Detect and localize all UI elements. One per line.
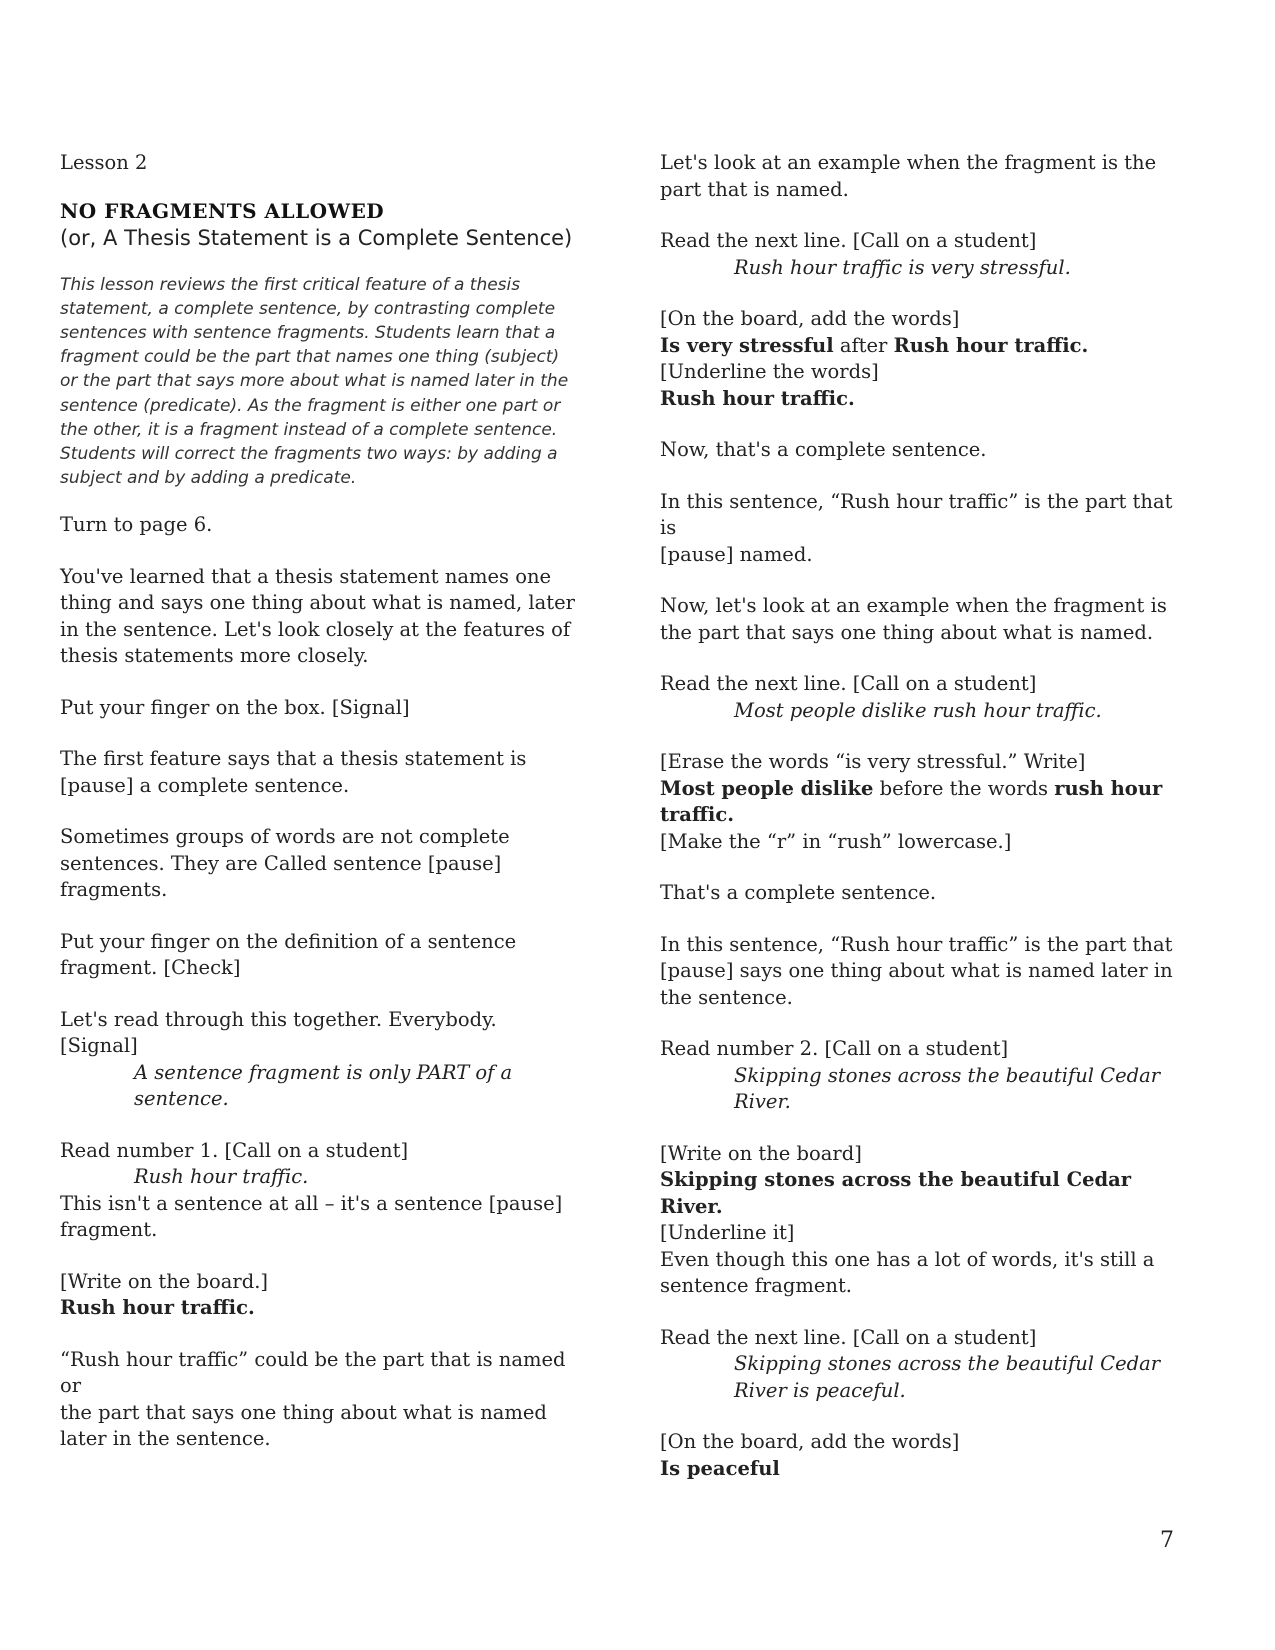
paragraph: Now, let's look at an example when the fragment is the part that says one thing about what is named. [660, 594, 1167, 644]
example-text: Skipping stones across the beautiful Cedar [734, 1352, 1161, 1375]
paragraph: Put your finger on the definition of a sentence fragment. [Check] [60, 929, 517, 980]
paragraph: Read the next line. [Call on a student] Skipping stones across the beautiful Cedar River is peaceful. [660, 1325, 1180, 1405]
left-column [60, 150, 580, 1478]
paragraph: Now, that's a complete sentence. [660, 438, 987, 461]
example-text: Rush hour traffic. [134, 1165, 309, 1189]
example-text: A sentence fragment is only PART of a [134, 1060, 513, 1084]
page-title: NO FRAGMENTS ALLOWED [60, 198, 385, 223]
lesson-summary: This lesson reviews the first critical feature of a thesis statement, a complete sentence, by contrasting complete sentences with sentence fragments. Students learn that a fragment could be the part that names one thing (subject) or the part that says more about what is named later in the sentence (predicate). As the fragment is either one part or the other, it is a fragment instead of a complete sentence. Students will correct the fragments two ways: by adding a subject and by adding a predicate. [60, 274, 569, 489]
paragraph: Sometimes groups of words are not complete sentences. They are Called sentence [pause] fragments. [60, 825, 510, 902]
paragraph: Put your finger on the box. [Signal] [60, 695, 410, 719]
example-text: River is peaceful. [734, 1378, 906, 1402]
paragraph: That's a complete sentence. [660, 881, 937, 904]
paragraph: The first feature says that a thesis statement is [pause] a complete sentence. [60, 747, 527, 797]
example-text: Most people dislike rush hour traffic. [734, 698, 1102, 722]
board-text: traffic. [660, 803, 734, 826]
paragraph: Turn to page 6. [60, 513, 213, 537]
paragraph: Read the next line. [Call on a student] Most people dislike rush hour traffic. [660, 671, 1180, 724]
paragraph: Read number 2. [Call on a student] Skipping stones across the beautiful Cedar River. [660, 1036, 1180, 1116]
board-text: Is very stressful [660, 333, 834, 357]
example-text: Skipping stones across the beautiful Cedar [734, 1063, 1161, 1087]
paragraph: [Erase the words “is very stressful.” Write] Most people dislike before the words rush hour traffic. [Make the “r” in “rush” lowercase.] [660, 749, 1180, 855]
paragraph: [On the board, add the words] Is peaceful [660, 1429, 1180, 1482]
example-text: River. [734, 1090, 791, 1113]
paragraph: In this sentence, “Rush hour traffic” is the part that is [pause] named. [660, 489, 1173, 566]
paragraph: Read number 1. [Call on a student] Rush hour traffic. This isn't a sentence at all – it's a sentence [pause] fragment. [60, 1138, 580, 1244]
paragraph: Let's read through this together. Everybody. [Signal] A sentence fragment is only PART of a sentence. [60, 1007, 580, 1113]
paragraph: You've learned that a thesis statement names one thing and says one thing about what is named, later in the sentence. Let's look closely at the features of thesis statements more closely. [60, 564, 575, 668]
board-text: Most people dislike [660, 776, 874, 800]
paragraph: Let's look at an example when the fragment is the part that is named. [660, 151, 1157, 201]
board-text: Skipping stones across the beautiful Cedar River. [660, 1168, 1132, 1218]
lesson-label: Lesson 2 [60, 151, 148, 174]
board-text: Is peaceful [660, 1456, 780, 1480]
paragraph: [Write on the board] Skipping stones across the beautiful Cedar River. [Underline it] Even though this one has a lot of words, it's still a sentence fragment. [660, 1141, 1180, 1300]
example-text: sentence. [134, 1087, 229, 1111]
page-number: 7 [1160, 1528, 1174, 1553]
board-text: rush hour [1054, 776, 1163, 800]
page-subtitle: (or, A Thesis Statement is a Complete Sentence) [60, 225, 573, 250]
paragraph: In this sentence, “Rush hour traffic” is the part that [pause] says one thing about what is named later in the sentence. [660, 932, 1173, 1009]
right-column [660, 150, 1180, 1507]
paragraph: Read the next line. [Call on a student] Rush hour traffic is very stressful. [660, 228, 1180, 281]
paragraph: [Write on the board.] Rush hour traffic. [60, 1269, 580, 1322]
example-text: Rush hour traffic is very stressful. [734, 255, 1071, 279]
paragraph: [On the board, add the words] Is very stressful after Rush hour traffic. [Underline the words] Rush hour traffic. [660, 306, 1180, 412]
board-text: Rush hour traffic. [893, 333, 1089, 357]
board-text: Rush hour traffic. [60, 1296, 255, 1320]
paragraph: “Rush hour traffic” could be the part that is named or the part that says one thing about what is named later in the sentence. [60, 1347, 566, 1451]
board-text: Rush hour traffic. [660, 386, 855, 410]
